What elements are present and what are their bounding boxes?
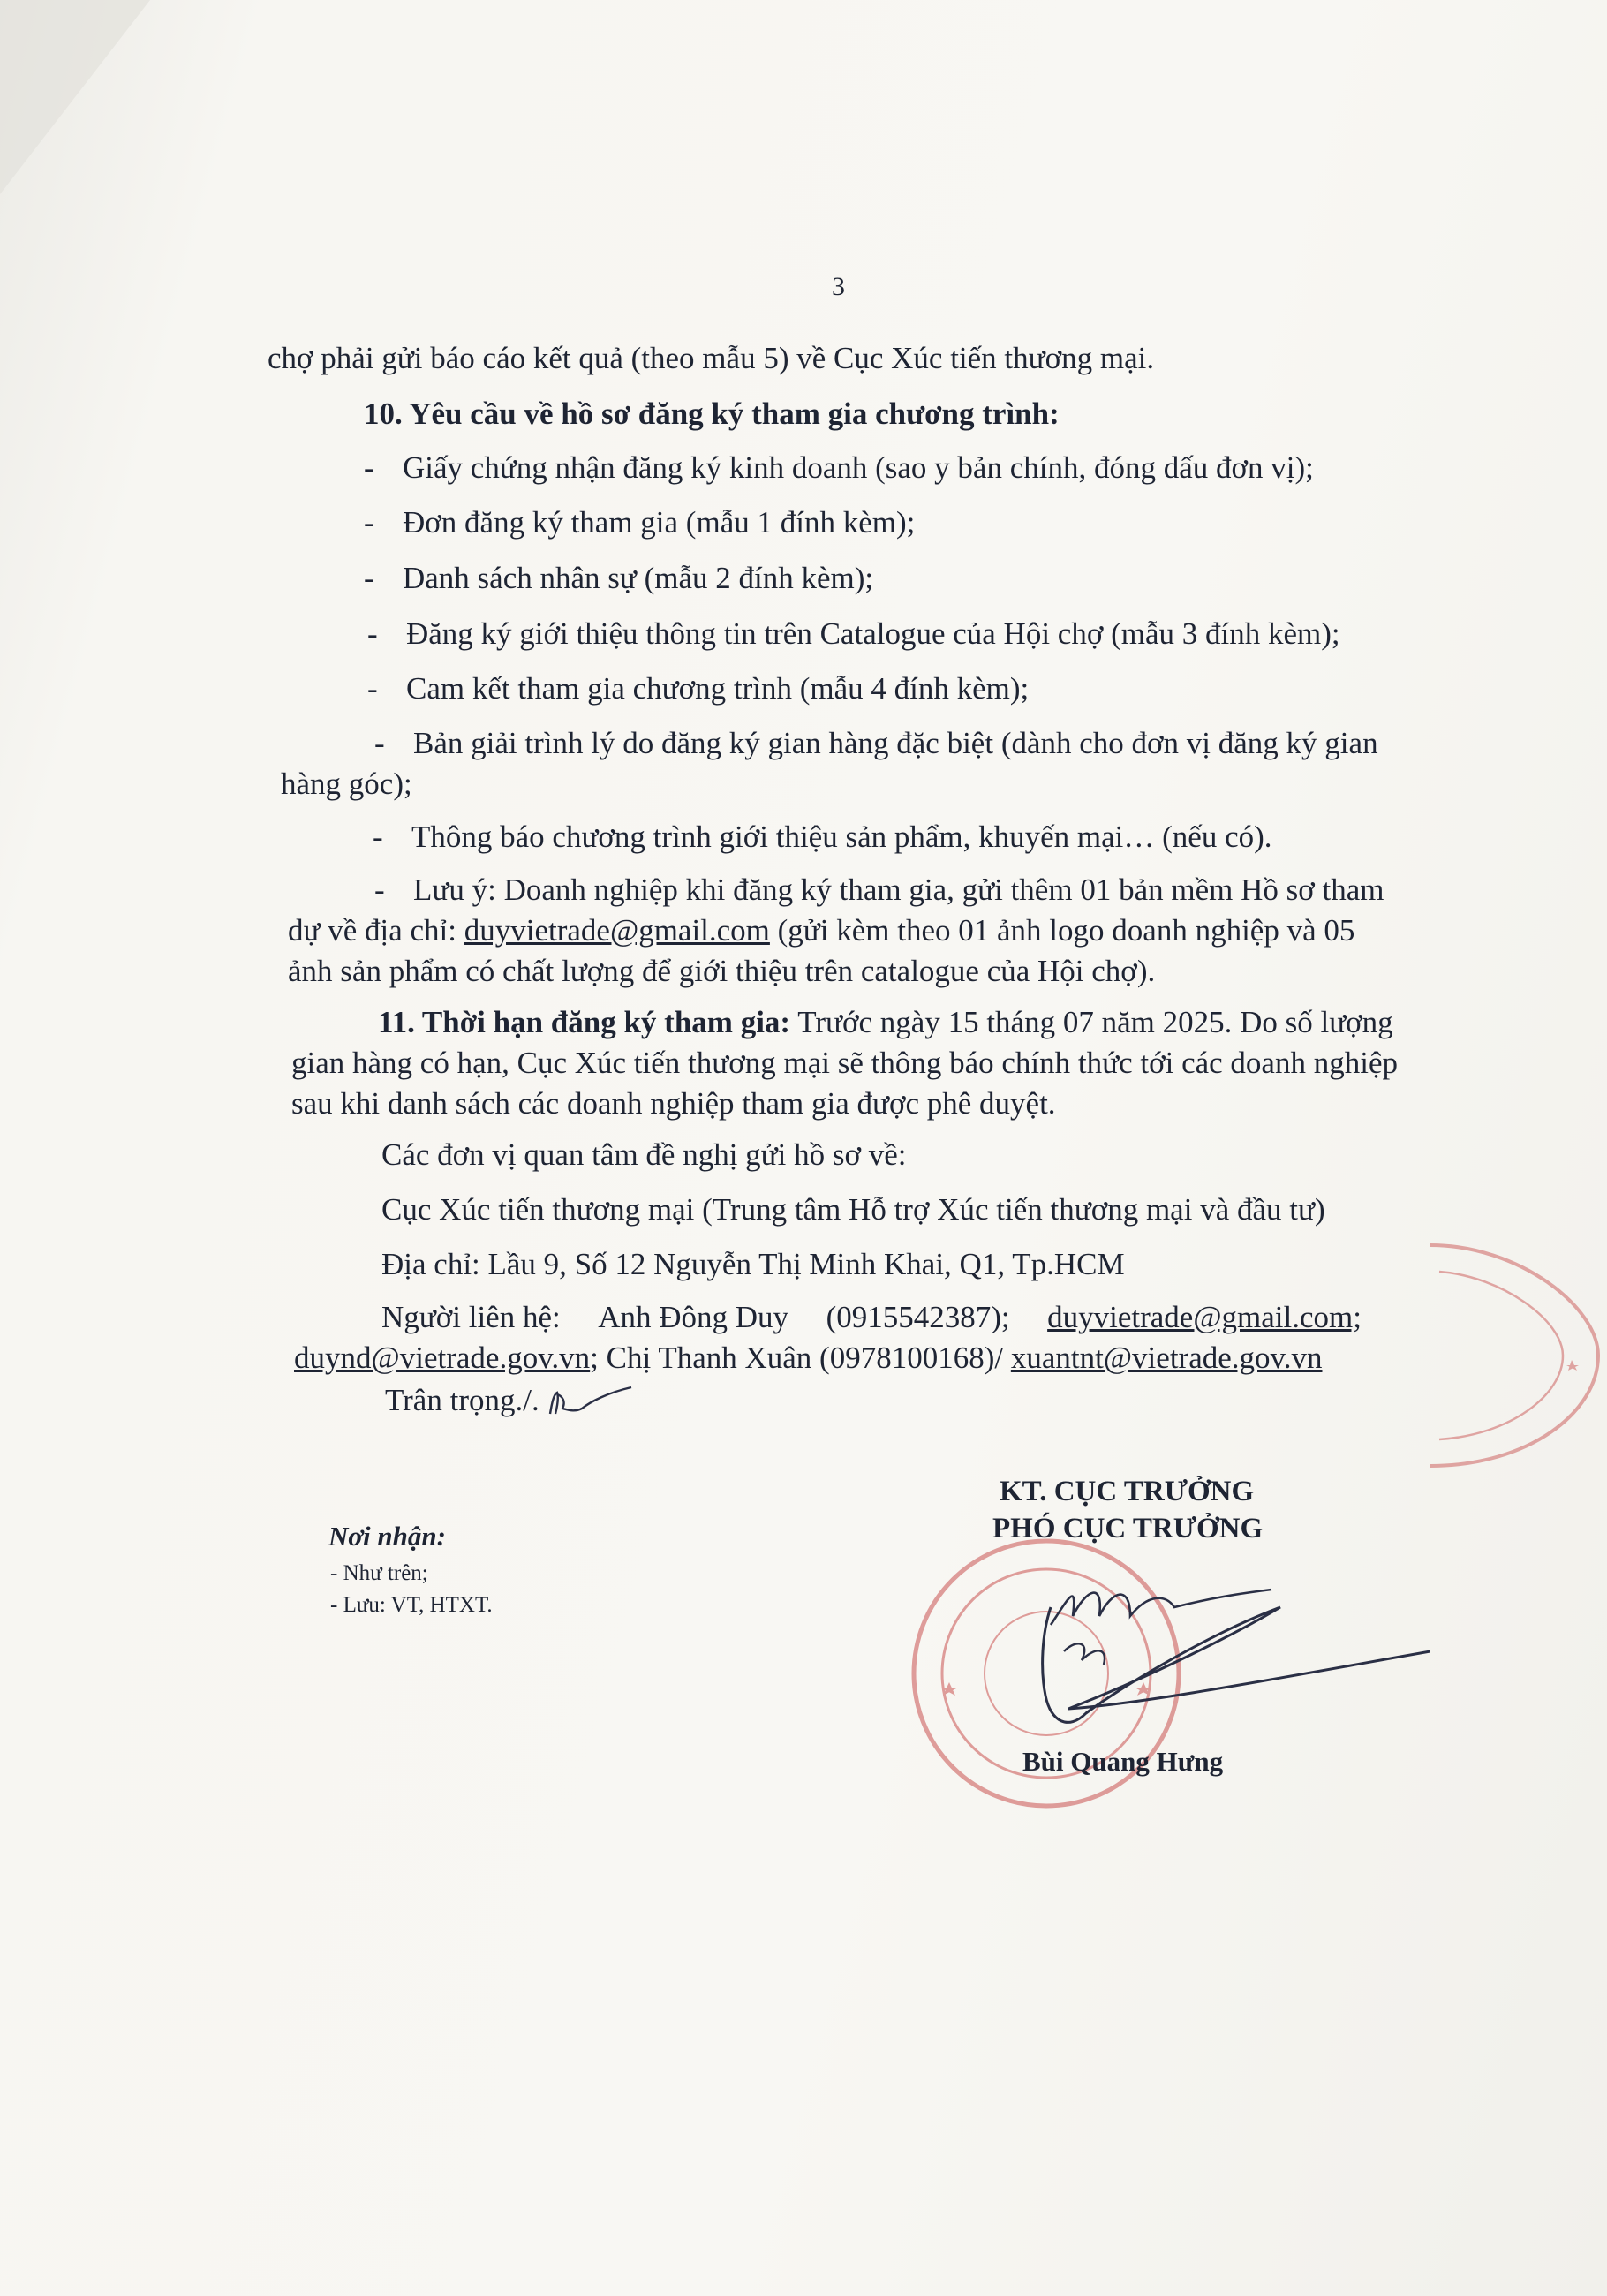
email-link[interactable]: duynd@vietrade.gov.vn	[294, 1341, 591, 1375]
recipient-item: - Lưu: VT, HTXT.	[330, 1593, 493, 1617]
list-item-text: Đăng ký giới thiệu thông tin trên Catalogue của Hội chợ (mẫu 3 đính kèm);	[406, 616, 1340, 651]
recipient-item: - Như trên;	[330, 1561, 428, 1585]
closing-text: Trân trọng./.	[385, 1383, 539, 1417]
list-item: - Thông báo chương trình giới thiệu sản phẩm, khuyến mại… (nếu có).	[373, 819, 1272, 854]
list-item-text: Bản giải trình lý do đăng ký gian hàng đặc biệt (dành cho đơn vị đăng ký gian	[413, 726, 1378, 760]
list-item: - Đơn đăng ký tham gia (mẫu 1 đính kèm);	[364, 505, 916, 540]
section-heading-label: 11. Thời hạn đăng ký tham gia:	[378, 1005, 791, 1039]
paragraph-line: sau khi danh sách các doanh nghiệp tham gia được phê duyệt.	[291, 1086, 1056, 1121]
note-text: Lưu ý: Doanh nghiệp khi đăng ký tham gia, gửi thêm 01 bản mềm Hồ sơ tham	[413, 872, 1384, 907]
closing-line	[385, 1381, 635, 1421]
note-text: (gửi kèm theo 01 ảnh logo doanh nghiệp và 05	[769, 913, 1355, 948]
list-item-text: Cam kết tham gia chương trình (mẫu 4 đính kèm);	[406, 671, 1030, 706]
section-heading-text: Trước ngày 15 tháng 07 năm 2025. Do số lượng	[790, 1005, 1393, 1039]
section-heading-10: 10. Yêu cầu về hồ sơ đăng ký tham gia chương trình:	[364, 397, 1060, 431]
paragraph-line: chợ phải gửi báo cáo kết quả (theo mẫu 5) về Cục Xúc tiến thương mại.	[268, 341, 1155, 375]
contact-organization: Cục Xúc tiến thương mại (Trung tâm Hỗ trợ Xúc tiến thương mại và đầu tư)	[381, 1192, 1325, 1227]
contact-text: ; Chị Thanh Xuân (0978100168)/	[590, 1341, 1011, 1375]
list-item: - Danh sách nhân sự (mẫu 2 đính kèm);	[364, 561, 874, 595]
handwritten-signature-icon	[1015, 1554, 1430, 1740]
page-fold-shadow	[0, 0, 150, 194]
list-item-continuation: hàng góc);	[281, 767, 412, 801]
paragraph-line: gian hàng có hạn, Cục Xúc tiến thương mại sẽ thông báo chính thức tới các doanh nghiệp	[291, 1046, 1398, 1080]
initial-mark-icon	[547, 1386, 635, 1421]
email-link[interactable]: duyvietrade@gmail.com;	[1047, 1300, 1362, 1334]
email-link[interactable]: xuantnt@vietrade.gov.vn	[1010, 1341, 1323, 1375]
section-heading-11	[378, 1003, 1393, 1042]
list-item-text: Giấy chứng nhận đăng ký kinh doanh (sao y bản chính, đóng dấu đơn vị);	[403, 450, 1314, 485]
note-text: dự về địa chỉ:	[288, 913, 464, 948]
contact-address: Địa chỉ: Lầu 9, Số 12 Nguyễn Thị Minh Khai, Q1, Tp.HCM	[381, 1247, 1125, 1281]
contact-intro: Các đơn vị quan tâm đề nghị gửi hồ sơ về:	[381, 1137, 907, 1172]
list-item-text: Đơn đăng ký tham gia (mẫu 1 đính kèm);	[403, 505, 916, 540]
signatory-subtitle: PHÓ CỤC TRƯỞNG	[992, 1513, 1264, 1545]
list-item: - Bản giải trình lý do đăng ký gian hàng đặc biệt (dành cho đơn vị đăng ký gian	[374, 726, 1378, 760]
list-item-text: Thông báo chương trình giới thiệu sản phẩm, khuyến mại… (nếu có).	[411, 819, 1272, 854]
recipients-title: Nơi nhận:	[328, 1521, 446, 1552]
note-line	[288, 911, 1354, 950]
partial-seal-icon	[1404, 1236, 1607, 1475]
list-item: - Giấy chứng nhận đăng ký kinh doanh (sao y bản chính, đóng dấu đơn vị);	[364, 450, 1314, 485]
page-number: 3	[832, 272, 845, 301]
contact-phone: (0915542387);	[826, 1300, 1010, 1334]
contact-label: Người liên hệ:	[381, 1300, 561, 1334]
list-item-text: Danh sách nhân sự (mẫu 2 đính kèm);	[403, 561, 874, 595]
contact-name: Anh Đông Duy	[598, 1300, 789, 1334]
signatory-name: Bùi Quang Hưng	[1022, 1746, 1224, 1777]
email-link[interactable]: duyvietrade@gmail.com	[464, 913, 770, 948]
note-line: - Lưu ý: Doanh nghiệp khi đăng ký tham gia, gửi thêm 01 bản mềm Hồ sơ tham	[374, 872, 1384, 907]
contact-person-line	[381, 1298, 1362, 1337]
contact-person-line	[294, 1339, 1323, 1378]
list-item: - Cam kết tham gia chương trình (mẫu 4 đính kèm);	[367, 671, 1030, 706]
signatory-title: KT. CỤC TRƯỞNG	[1000, 1476, 1255, 1507]
list-item: - Đăng ký giới thiệu thông tin trên Catalogue của Hội chợ (mẫu 3 đính kèm);	[367, 616, 1340, 651]
note-line: ảnh sản phẩm có chất lượng để giới thiệu trên catalogue của Hội chợ).	[288, 954, 1156, 988]
